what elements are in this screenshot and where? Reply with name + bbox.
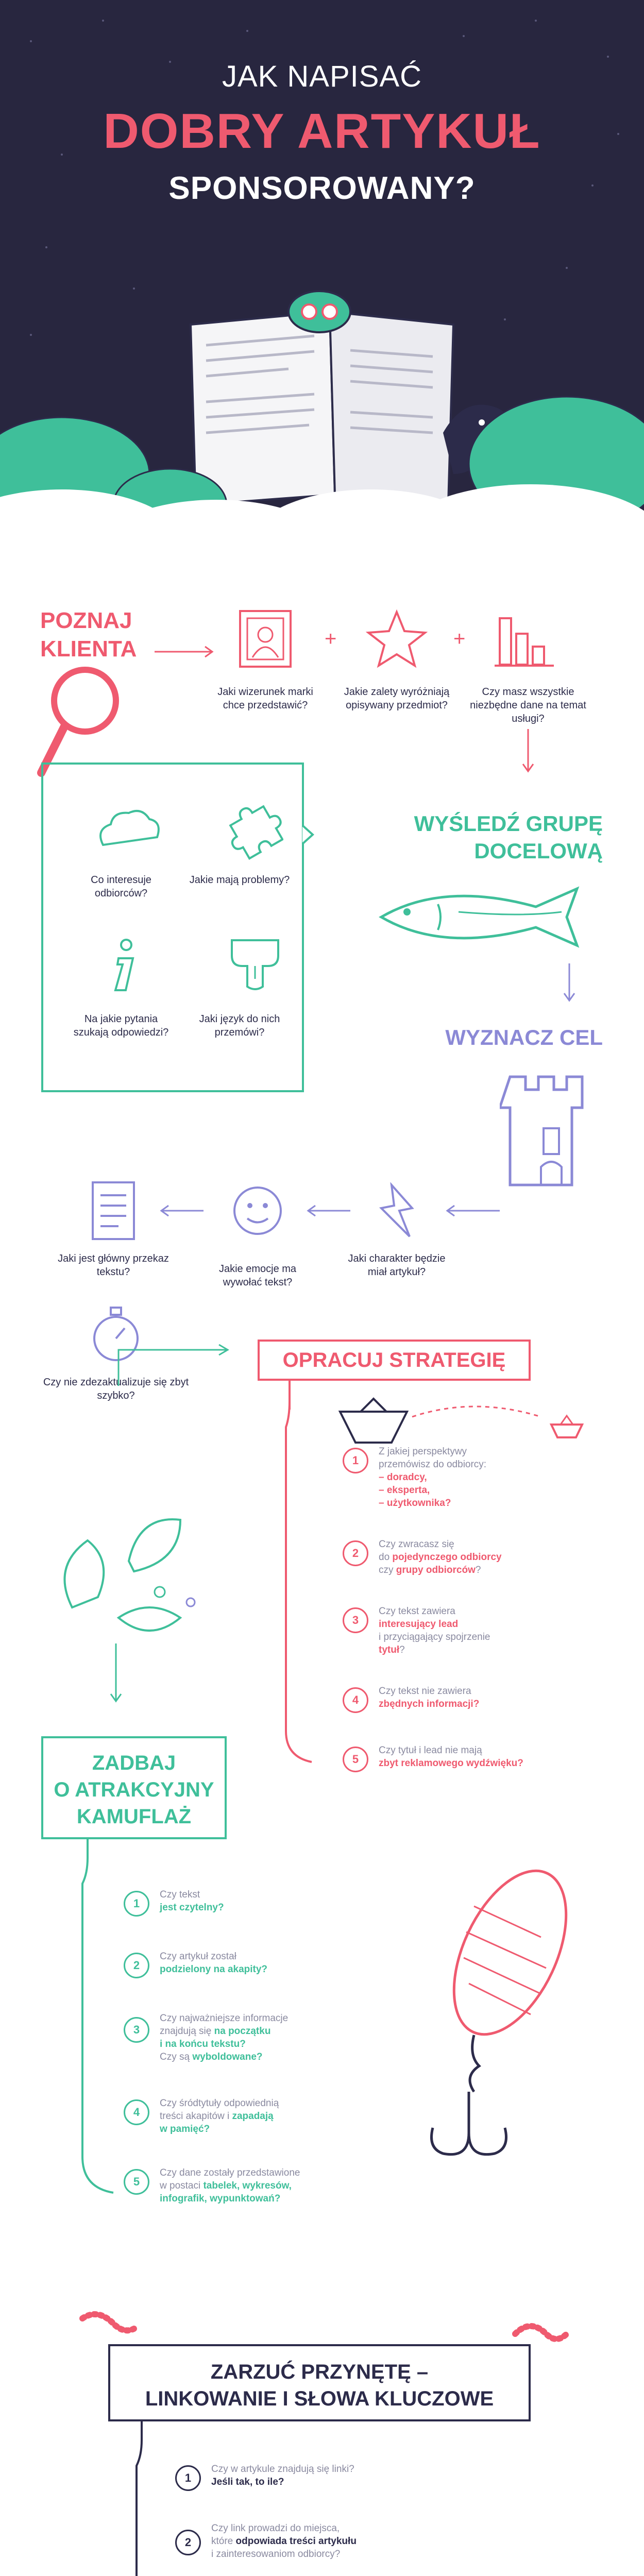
know-q2: Jakie zalety wyróżniają opisywany przedmiot? <box>344 686 450 711</box>
plus-icon-2: + <box>453 628 466 650</box>
worm-icon-left <box>77 2308 139 2344</box>
strategy-num-2: 2 <box>343 1540 368 1566</box>
group-q2: Jakie mają problemy? <box>189 874 290 886</box>
goal-arrow-1 <box>157 1203 204 1218</box>
camo-item-4-t1: Czy śródtytuły odpowiednią <box>160 2098 279 2109</box>
know-title-2: KLIENTA <box>40 636 137 662</box>
know-title-1: POZNAJ <box>40 608 132 633</box>
info-icon <box>106 938 142 994</box>
camo-item-2 <box>160 1950 376 1976</box>
group-q1: Co interesuje odbiorców? <box>91 874 151 899</box>
group-down-arrow <box>562 963 577 1005</box>
camo-num-4: 4 <box>124 2099 149 2125</box>
header-line1: JAK NAPISAĆ <box>222 60 422 93</box>
group-title-2: DOCELOWĄ <box>474 839 603 863</box>
strategy-item-1 <box>379 1445 585 1510</box>
strategy-item-1-bold-1: – doradcy, <box>379 1472 427 1483</box>
camo-item-3-b2: na początku <box>214 2026 271 2037</box>
strategy-item-1-bold-2: – eksperta, <box>379 1485 430 1496</box>
strategy-left-arrow <box>113 1329 247 1391</box>
strategy-item-4-line-1: Czy tekst nie zawiera <box>379 1686 471 1697</box>
camo-title-box <box>41 1736 227 1839</box>
bait-item-2-b2: odpowiada treści artykułu <box>235 2536 357 2547</box>
goal-arrow-2 <box>304 1203 350 1218</box>
portrait-icon <box>237 608 294 670</box>
camo-item-2-b1: podzielony na akapity? <box>160 1964 268 1975</box>
strategy-item-2-tail: czy <box>379 1565 396 1575</box>
strategy-num-1: 1 <box>343 1448 368 1473</box>
document-icon <box>88 1180 139 1242</box>
bait-item-2 <box>211 2522 500 2561</box>
camo-item-4-t2: treści akapitów i <box>160 2111 232 2122</box>
camo-item-4-b2: zapadają <box>232 2111 274 2122</box>
fishing-lure-icon <box>407 1865 592 2174</box>
group-title-1: WYŚLEDŹ GRUPĘ <box>414 811 603 836</box>
strategy-item-1-line-2: przemówisz do odbiorcy: <box>379 1459 487 1470</box>
camo-item-4 <box>160 2097 386 2136</box>
group-q3: Na jakie pytania szukają odpowiedzi? <box>73 1013 169 1038</box>
strategy-item-2-bold-2: grupy odbiorców <box>396 1565 476 1575</box>
camo-num-1: 1 <box>124 1891 149 1917</box>
bar-graph-icon <box>495 613 556 670</box>
bait-item-1-b1: Jeśli tak, to ile? <box>211 2477 284 2487</box>
tower-icon <box>500 1066 603 1200</box>
strategy-num-4: 4 <box>343 1687 368 1713</box>
strategy-item-5-bold-1: zbyt reklamowego wydźwięku <box>379 1758 518 1769</box>
bait-item-1-t1: Czy w artykule znajdują się linki? <box>211 2464 354 2475</box>
strategy-item-3-bold-1: interesujący lead <box>379 1619 459 1630</box>
camo-item-3-t1: Czy najważniejsze informacje <box>160 2013 289 2024</box>
goal-title: WYZNACZ CEL <box>445 1025 603 1049</box>
camo-title-1: ZADBAJ <box>92 1752 176 1774</box>
bait-item-2-t3: i zainteresowaniom odbiorcy? <box>211 2549 341 2560</box>
strategy-item-3-end: ? <box>399 1645 405 1655</box>
bait-item-1 <box>211 2463 500 2488</box>
group-q4: Jaki język do nich przemówi? <box>199 1013 280 1038</box>
strategy-item-2-bold-1: pojedynczego odbiorcy <box>392 1552 502 1563</box>
camo-item-3-t2: znajdują się <box>160 2026 214 2037</box>
fish-icon <box>371 881 603 953</box>
camo-item-5 <box>160 2166 386 2205</box>
bait-title-box <box>108 2344 531 2421</box>
tongue-speech-icon <box>227 935 283 992</box>
camo-item-5-t2: w postaci <box>160 2180 204 2191</box>
camouflage-section <box>0 1736 644 2277</box>
camo-item-5-b2: tabelek, wykresów, <box>203 2180 292 2191</box>
goal-q4: Czy nie zdezaktualizuje się zbyt szybko? <box>43 1377 189 1401</box>
strategy-item-2-end: ? <box>475 1565 481 1575</box>
goal-q1: Jaki jest główny przekaz tekstu? <box>58 1253 169 1278</box>
strategy-item-1-bold-3: – użytkownika? <box>379 1498 451 1509</box>
strategy-item-2-line-1: Czy zwracasz się <box>379 1539 454 1550</box>
goal-arrow-3 <box>443 1203 500 1218</box>
puzzle-icon <box>227 804 283 860</box>
strategy-item-2 <box>379 1538 585 1577</box>
star-icon <box>366 608 428 670</box>
group-box-arrow <box>301 824 317 845</box>
know-client-section <box>0 536 644 778</box>
strategy-item-4-bold-1: zbędnych informacji <box>379 1699 473 1709</box>
oak-leaves-icon <box>41 1499 222 1643</box>
strategy-item-1-line-1: Z jakiej perspektywy <box>379 1446 467 1457</box>
header-section <box>0 0 644 536</box>
camo-item-4-b3: w pamięć? <box>160 2124 210 2134</box>
camo-num-5: 5 <box>124 2169 149 2195</box>
strategy-item-5-bold-2: ? <box>517 1758 523 1769</box>
camo-item-3 <box>160 2012 386 2063</box>
bait-num-1: 1 <box>175 2465 201 2491</box>
camo-num-2: 2 <box>124 1953 149 1978</box>
bait-title-1: ZARZUĆ PRZYNĘTĘ – <box>210 2361 429 2383</box>
bait-bracket <box>126 2419 178 2576</box>
bait-title-2: LINKOWANIE I SŁOWA KLUCZOWE <box>145 2387 494 2410</box>
strategy-num-3: 3 <box>343 1607 368 1633</box>
know-arrow <box>155 644 216 659</box>
goal-q3: Jaki charakter będzie miał artykuł? <box>348 1253 446 1278</box>
camo-item-1-b1: jest czytelny? <box>160 1902 224 1913</box>
camo-item-5-b3: infografik, wypunktowań? <box>160 2193 281 2204</box>
plus-icon-1: + <box>325 628 337 650</box>
camo-title-2: O ATRAKCYJNY <box>54 1778 214 1801</box>
lightning-icon <box>368 1182 425 1239</box>
goal-q2: Jakie emocje ma wywołać tekst? <box>218 1263 297 1288</box>
strategy-num-5: 5 <box>343 1747 368 1772</box>
camo-item-1 <box>160 1888 376 1914</box>
strategy-item-4 <box>379 1685 585 1710</box>
header-line2: DOBRY ARTYKUŁ <box>103 104 541 159</box>
strategy-item-3 <box>379 1605 585 1656</box>
strategy-item-3-bold-2: tytuł <box>379 1645 400 1655</box>
strategy-bracket <box>276 1401 322 1772</box>
cloud-thought-icon <box>93 809 160 855</box>
camo-item-3-b3: i na końcu tekstu? <box>160 2039 246 2049</box>
strategy-down-arrow <box>108 1643 124 1705</box>
bait-item-2-t1: Czy link prowadzi do miejsca, <box>211 2523 340 2534</box>
smiley-icon <box>229 1182 286 1239</box>
bait-num-2: 2 <box>175 2530 201 2555</box>
strategy-item-3-line-1: Czy tekst zawiera <box>379 1606 455 1617</box>
camo-title-3: KAMUFLAŻ <box>76 1805 192 1828</box>
strategy-item-5-line-1: Czy tytuł i lead nie mają <box>379 1745 482 1756</box>
know-q1: Jaki wizerunek marki chce przedstawić? <box>217 686 313 711</box>
strategy-item-3-mid: i przyciągający spojrzenie <box>379 1632 490 1642</box>
bait-item-2-t2: które <box>211 2536 236 2547</box>
camo-item-2-t1: Czy artykuł został <box>160 1951 236 1962</box>
camo-item-3-t4: Czy są <box>160 2052 193 2062</box>
strategy-item-4-bold-2: ? <box>473 1699 480 1709</box>
camo-num-3: 3 <box>124 2017 149 2043</box>
bait-section <box>0 2308 644 2576</box>
camo-item-5-t1: Czy dane zostały przedstawione <box>160 2167 300 2178</box>
camo-item-1-t1: Czy tekst <box>160 1889 200 1900</box>
camo-item-3-b4: wyboldowane? <box>192 2052 263 2062</box>
strategy-item-2-line-2: do <box>379 1552 393 1563</box>
know-q3: Czy masz wszystkie niezbędne dane na temat usługi? <box>470 686 586 724</box>
header-line3: SPONSOROWANY? <box>168 171 476 206</box>
camo-bracket <box>72 1837 124 2208</box>
strategy-title: OPRACUJ STRATEGIĘ <box>258 1340 531 1381</box>
newspaper-reader-illustration <box>0 206 644 536</box>
